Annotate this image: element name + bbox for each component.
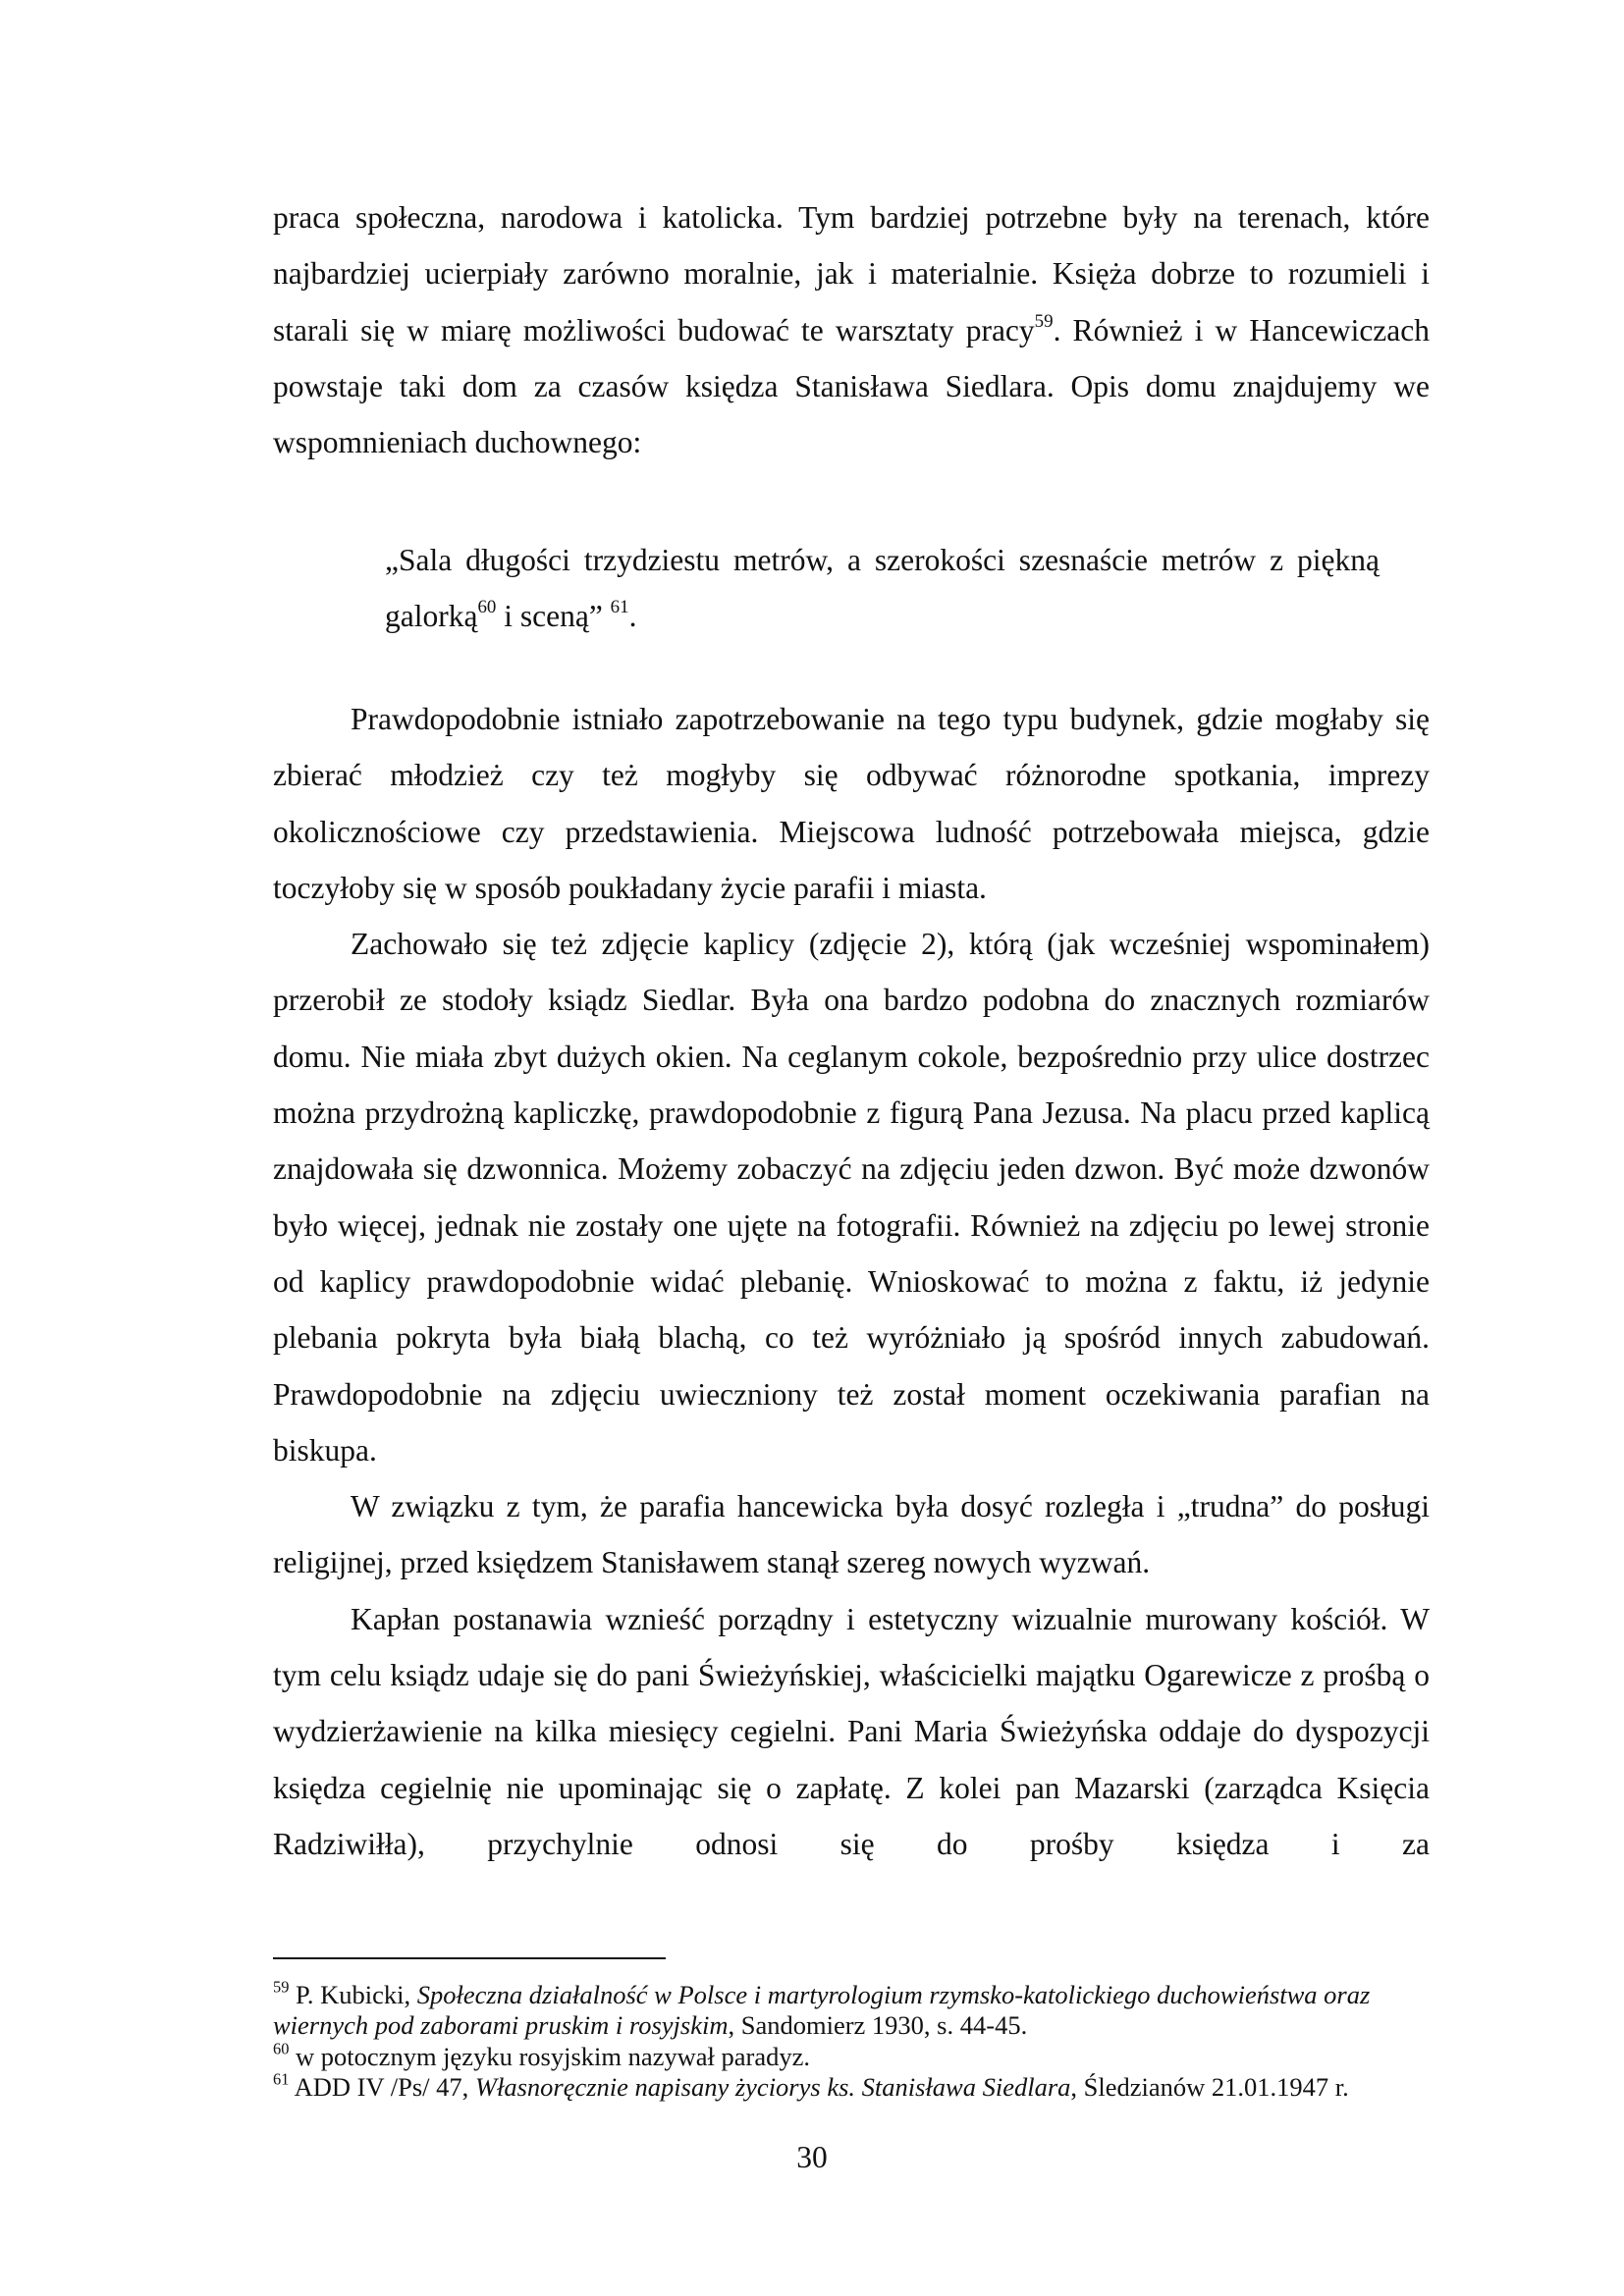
- footnote-suffix: , Sandomierz 1930, s. 44-45.: [728, 2010, 1028, 2041]
- paragraph-1-text-a: praca społeczna, narodowa i katolicka. Tym bardziej potrzebne były na terenach, które najbardziej ucierpiały zarówno moralnie, jak i materialnie. Księża dobrze to rozumieli i starali się w miarę możliwości budować te warsztaty pracy: [273, 200, 1430, 347]
- quote-text-b: i sceną”: [496, 599, 611, 634]
- footnote-suffix: , Śledzianów 21.01.1947 r.: [1070, 2071, 1349, 2102]
- quote-paragraph: [385, 532, 1380, 645]
- footnote-ref-59[interactable]: 59: [1034, 310, 1054, 332]
- footnotes: [273, 1977, 1432, 2103]
- paragraph-4: W związku z tym, że parafia hancewicka była dosyć rozległa i „trudna” do posługi religijnej, przed księdzem Stanisławem stanął szereg nowych wyzwań.: [273, 1489, 1430, 1580]
- footnote-number: 61: [273, 2069, 290, 2089]
- page-number: 30: [796, 2140, 828, 2174]
- footnote-number: 59: [273, 1977, 290, 1997]
- quote-text-c: .: [628, 599, 637, 634]
- footnote-title: Własnoręcznie napisany życiorys ks. Stanisława Siedlara: [474, 2071, 1071, 2102]
- paragraph-3: Zachowało się też zdjęcie kaplicy (zdjęcie 2), którą (jak wcześniej wspominałem) przerobił ze stodoły ksiądz Siedlar. Była ona bardzo podobna do znacznych rozmiarów domu. Nie miała zbyt dużych okien. Na ceglanym cokole, bezpośrednio przy ulice dostrzec można przydrożną kapliczkę, prawdopodobnie z figurą Pana Jezusa. Na placu przed kaplicą znajdowała się dzwonnica. Możemy zobaczyć na zdjęciu jeden dzwon. Być może dzwonów było więcej, jednak nie zostały one ujęte na fotografii. Również na zdjęciu po lewej stronie od kaplicy prawdopodobnie widać plebanię. Wnioskować to można z faktu, iż jedynie plebania pokryta była białą blachą, co też wyróżniało ją spośród innych zabudowań. Prawdopodobnie na zdjęciu uwieczniony też został moment oczekiwania parafian na biskupa.: [273, 927, 1430, 1468]
- footnote-prefix: ADD IV /Ps/ 47,: [294, 2071, 475, 2102]
- footnote-59: [273, 1977, 1432, 2042]
- quote-text-a: „Sala długości trzydziestu metrów, a szerokości szesnaście metrów z piękną galorką: [385, 543, 1380, 634]
- footnote-prefix: P. Kubicki,: [296, 1980, 417, 2009]
- paragraph-1: [273, 189, 1430, 470]
- paragraph-1-text-b: . Również i w Hancewiczach powstaje taki dom za czasów księdza Stanisława Siedlara. Opis domu znajdujemy we wspomnieniach duchownego:: [273, 312, 1430, 460]
- block-quote: [385, 532, 1380, 645]
- footnote-separator: [273, 1957, 666, 1959]
- footnote-ref-60[interactable]: 60: [477, 597, 497, 618]
- footnote-number: 60: [273, 2039, 290, 2058]
- footnote-ref-61[interactable]: 61: [610, 597, 629, 618]
- footnote-title: Społeczna działalność w Polsce i martyrologium rzymsko-katolickiego duchowieństwa oraz wiernych pod zaborami pruskim i rosyjskim: [273, 1980, 1371, 2041]
- footnote-60: [273, 2039, 1432, 2072]
- text-block-top: [273, 189, 1430, 470]
- footnote-prefix: w potocznym języku rosyjskim nazywał paradyz.: [296, 2041, 811, 2071]
- paragraph-2: Prawdopodobnie istniało zapotrzebowanie na tego typu budynek, gdzie mogłaby się zbierać młodzież czy też mogłyby się odbywać różnorodne spotkania, imprezy okolicznościowe czy przedstawienia. Miejscowa ludność potrzebowała miejsca, gdzie toczyłoby się w sposób poukładany życie parafii i miasta.: [273, 702, 1430, 905]
- paragraph-5: Kapłan postanawia wznieść porządny i estetyczny wizualnie murowany kościół. W tym celu ksiądz udaje się do pani Świeżyńskiej, właścicielki majątku Ogarewicze z prośbą o wydzierżawienie na kilka miesięcy cegielni. Pani Maria Świeżyńska oddaje do dyspozycji księdza cegielnię nie upominając się o zapłatę. Z kolei pan Mazarski (zarządca Księcia Radziwiłła), przychylnie odnosi się do prośby księdza i za: [273, 1601, 1430, 1861]
- footnote-61: [273, 2069, 1432, 2103]
- text-block-main: [273, 691, 1430, 1872]
